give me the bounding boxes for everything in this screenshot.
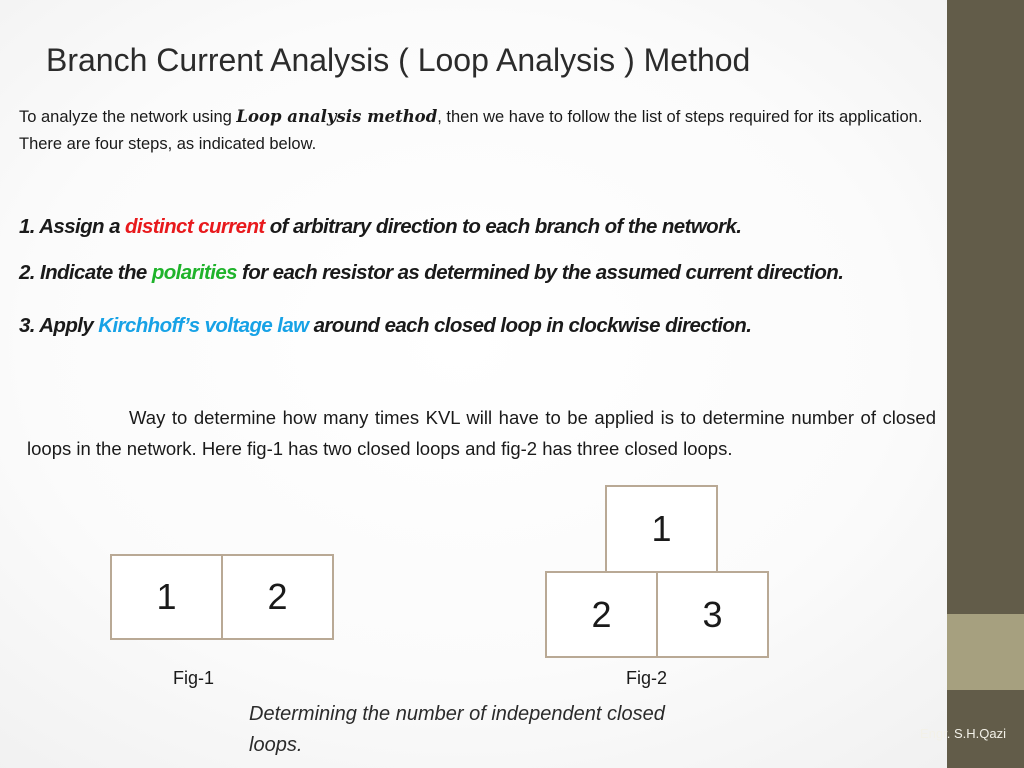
fig2-loop-3-label: 3 xyxy=(702,593,723,635)
intro-method: Loop analysis method xyxy=(236,107,438,126)
intro-part2: , then we have to follow the list of steps required for its application. xyxy=(437,108,923,126)
step-1-suffix: of arbitrary direction to each branch of the network. xyxy=(264,215,742,238)
paragraph-text: Way to determine how many times KVL will have to be applied is to determine number of closed loops in the network. Here fig-1 has two closed loops and fig-2 has three closed loops. xyxy=(27,407,936,459)
step-1 xyxy=(19,215,741,239)
intro-part1: To analyze the network using xyxy=(19,108,237,126)
fig1-loop-1 xyxy=(110,554,223,640)
fig1-loop-2-label: 2 xyxy=(267,576,288,617)
fig2-loop-2 xyxy=(545,571,658,658)
fig2-caption: Fig-2 xyxy=(626,668,668,688)
sidebar-accent-block xyxy=(947,614,1024,690)
step-2-suffix: for each resistor as determined by the assumed current direction. xyxy=(236,261,844,284)
step-3-prefix: 3. Apply xyxy=(19,314,99,337)
step-3-suffix: around each closed loop in clockwise direction. xyxy=(308,314,752,337)
step-2-prefix: 2. Indicate the xyxy=(19,261,152,284)
step-1-prefix: 1. Assign a xyxy=(19,215,125,238)
fig2-loop-1-label: 1 xyxy=(651,508,672,549)
author-credit: Engr. S.H.Qazi xyxy=(920,726,1006,741)
step-1-highlight: distinct current xyxy=(124,215,265,238)
fig2-loop-2-label: 2 xyxy=(591,593,612,635)
fig2-loop-1 xyxy=(605,485,718,573)
figure-note: Determining the number of independent closed loops. xyxy=(249,703,665,756)
intro-text xyxy=(19,103,939,158)
step-3 xyxy=(19,314,751,338)
fig1-loop-1-label: 1 xyxy=(156,576,177,617)
step-3-highlight: Kirchhoff’s voltage law xyxy=(98,314,309,337)
explanation-paragraph xyxy=(27,402,936,464)
intro-line3: There are four steps, as indicated below. xyxy=(19,135,317,153)
fig1-loop-2 xyxy=(221,554,334,640)
fig1-caption: Fig-1 xyxy=(173,668,215,688)
fig2-loop-3 xyxy=(656,571,769,658)
step-2-highlight: polarities xyxy=(151,261,237,284)
slide-title: Branch Current Analysis ( Loop Analysis ) Method xyxy=(46,42,751,78)
step-2 xyxy=(19,261,843,285)
